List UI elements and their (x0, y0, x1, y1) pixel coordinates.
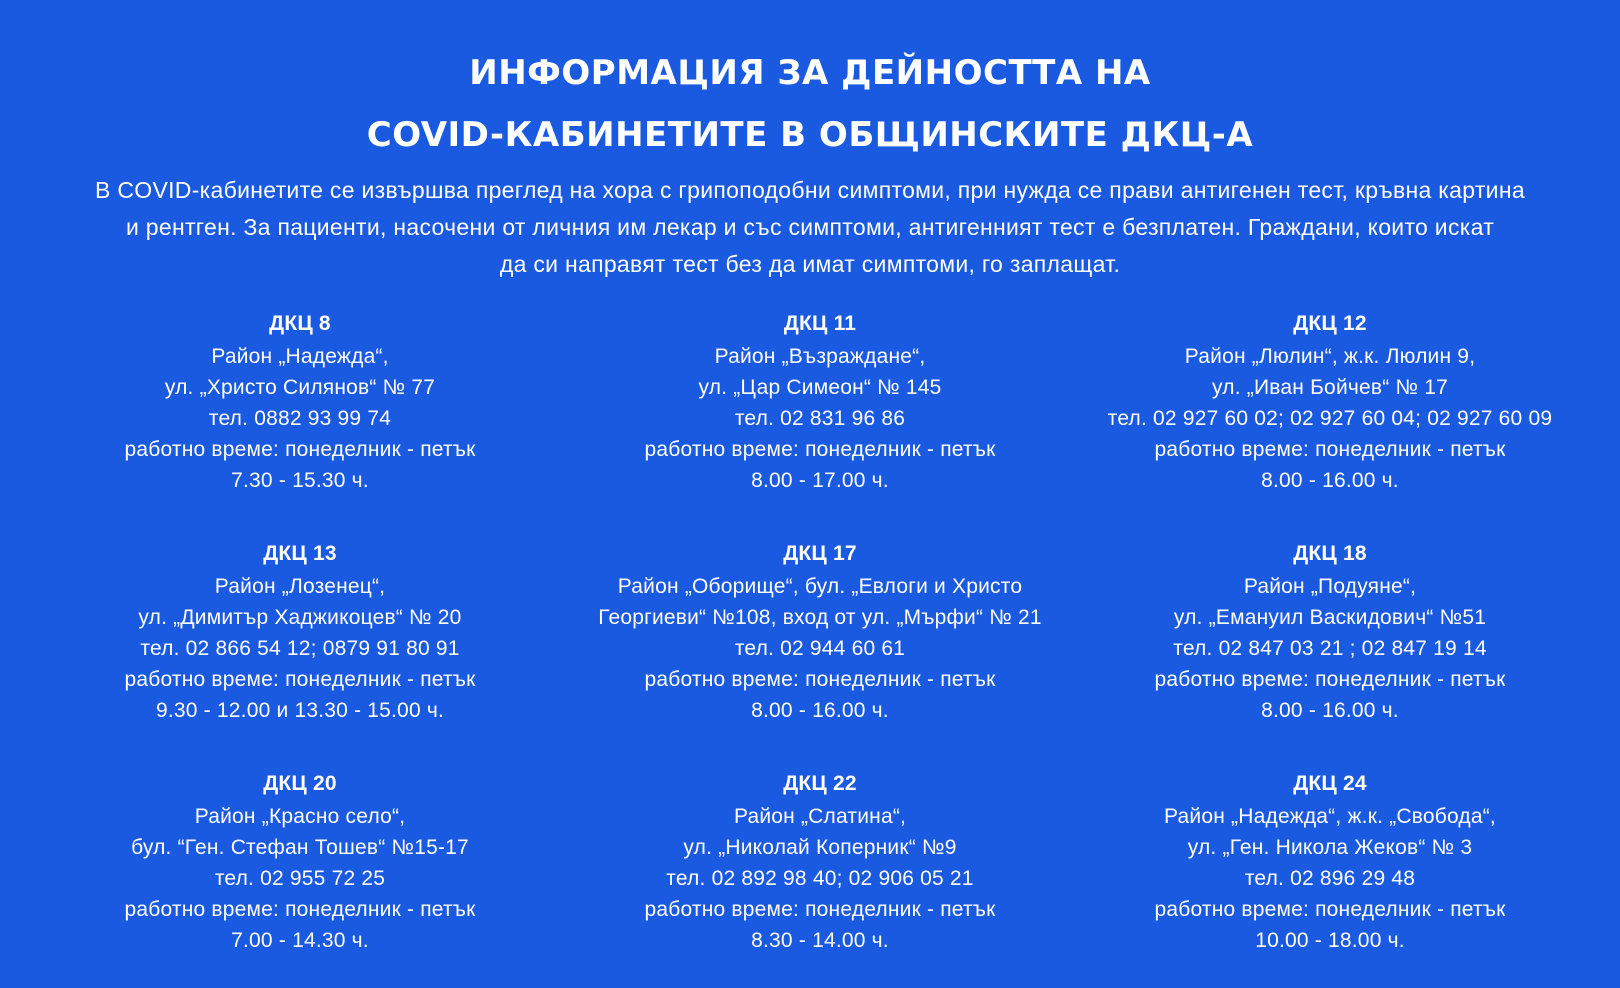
center-card-dkc-18 (1080, 538, 1580, 768)
center-hours: 8.00 - 16.00 ч. (751, 699, 889, 722)
center-address: бул. “Ген. Стефан Тошев“ №15-17 (131, 836, 469, 859)
center-hours-label: работно време: понеделник - петък (644, 668, 996, 691)
center-phone: тел. 02 944 60 61 (734, 637, 906, 660)
center-hours-label: работно време: понеделник - петък (644, 438, 996, 461)
center-phone: тел. 02 892 98 40; 02 906 05 21 (666, 867, 974, 890)
center-hours: 8.00 - 16.00 ч. (1261, 469, 1399, 492)
center-card-dkc-24 (1080, 768, 1580, 988)
center-phone: тел. 02 847 03 21 ; 02 847 19 14 (1173, 637, 1487, 660)
center-phone: тел. 0882 93 99 74 (208, 407, 392, 430)
center-hours: 7.00 - 14.30 ч. (231, 929, 369, 952)
title-line-1: ИНФОРМАЦИЯ ЗА ДЕЙНОСТТА НА (469, 53, 1151, 93)
center-district: Район „Красно село“, (194, 805, 406, 828)
center-card-dkc-13 (40, 538, 560, 768)
center-name: ДКЦ 20 (263, 772, 337, 795)
center-district: Район „Възраждане“, (714, 345, 926, 368)
center-phone: тел. 02 955 72 25 (214, 867, 386, 890)
centers-grid (40, 308, 1580, 988)
center-name: ДКЦ 22 (783, 772, 857, 795)
center-phone: тел. 02 831 96 86 (734, 407, 906, 430)
center-district: Район „Слатина“, (733, 805, 907, 828)
intro-line-2: и рентген. За пациенти, насочени от личния им лекар и със симптоми, антигенният тест е безплатен. Граждани, които искат (125, 214, 1495, 240)
center-address: ул. „Ген. Никола Жеков“ № 3 (1187, 836, 1473, 859)
center-district: Район „Подуяне“, (1243, 575, 1417, 598)
center-hours-label: работно време: понеделник - петък (124, 668, 476, 691)
center-address: ул. „Иван Бойчев“ № 17 (1212, 376, 1448, 399)
center-hours-label: работно време: понеделник - петък (1154, 438, 1506, 461)
center-phone: тел. 02 866 54 12; 0879 91 80 91 (140, 637, 460, 660)
center-name: ДКЦ 13 (263, 542, 337, 565)
center-hours: 7.30 - 15.30 ч. (231, 469, 369, 492)
center-address: ул. „Димитър Хаджикоцев“ № 20 (138, 606, 462, 629)
center-card-dkc-22 (560, 768, 1080, 988)
center-card-dkc-8 (40, 308, 560, 538)
center-hours-label: работно време: понеделник - петък (644, 898, 996, 921)
center-name: ДКЦ 24 (1293, 772, 1367, 795)
center-hours: 8.00 - 16.00 ч. (1261, 699, 1399, 722)
center-phone: тел. 02 927 60 02; 02 927 60 04; 02 927 60 09 (1107, 407, 1553, 430)
center-address: Георгиеви“ №108, вход от ул. „Мърфи“ № 21 (598, 606, 1042, 629)
center-district: Район „Оборище“, бул. „Евлоги и Христо (617, 575, 1023, 598)
center-card-dkc-12 (1080, 308, 1580, 538)
center-name: ДКЦ 17 (783, 542, 857, 565)
center-address: ул. „Емануил Васкидович“ №51 (1173, 606, 1487, 629)
page-title (0, 42, 1620, 166)
center-hours-label: работно време: понеделник - петък (1154, 668, 1506, 691)
center-district: Район „Люлин“, ж.к. Люлин 9, (1184, 345, 1476, 368)
center-card-dkc-20 (40, 768, 560, 988)
center-hours-label: работно време: понеделник - петък (124, 898, 476, 921)
center-hours: 10.00 - 18.00 ч. (1255, 929, 1405, 952)
intro-paragraph (50, 172, 1570, 283)
intro-line-1: В COVID-кабинетите се извършва преглед на хора с грипоподобни симптоми, при нужда се прави антигенен тест, кръвна картина (95, 177, 1525, 203)
center-hours: 8.30 - 14.00 ч. (751, 929, 889, 952)
center-district: Район „Надежда“, ж.к. „Свобода“, (1164, 805, 1496, 828)
center-name: ДКЦ 18 (1293, 542, 1367, 565)
center-name: ДКЦ 12 (1293, 312, 1367, 335)
center-address: ул. „Христо Силянов“ № 77 (164, 376, 436, 399)
center-hours-label: работно време: понеделник - петък (124, 438, 476, 461)
center-address: ул. „Николай Коперник“ №9 (683, 836, 957, 859)
center-address: ул. „Цар Симеон“ № 145 (698, 376, 942, 399)
center-name: ДКЦ 8 (269, 312, 331, 335)
center-hours: 8.00 - 17.00 ч. (751, 469, 889, 492)
center-name: ДКЦ 11 (783, 312, 857, 335)
center-card-dkc-17 (560, 538, 1080, 768)
center-hours: 9.30 - 12.00 и 13.30 - 15.00 ч. (155, 699, 445, 722)
center-district: Район „Лозенец“, (214, 575, 386, 598)
center-district: Район „Надежда“, (211, 345, 389, 368)
title-line-2: COVID-КАБИНЕТИТЕ В ОБЩИНСКИТЕ ДКЦ-А (366, 115, 1254, 155)
intro-line-3: да си направят тест без да имат симптоми, го заплащат. (499, 251, 1121, 277)
center-hours-label: работно време: понеделник - петък (1154, 898, 1506, 921)
center-card-dkc-11 (560, 308, 1080, 538)
center-phone: тел. 02 896 29 48 (1244, 867, 1416, 890)
